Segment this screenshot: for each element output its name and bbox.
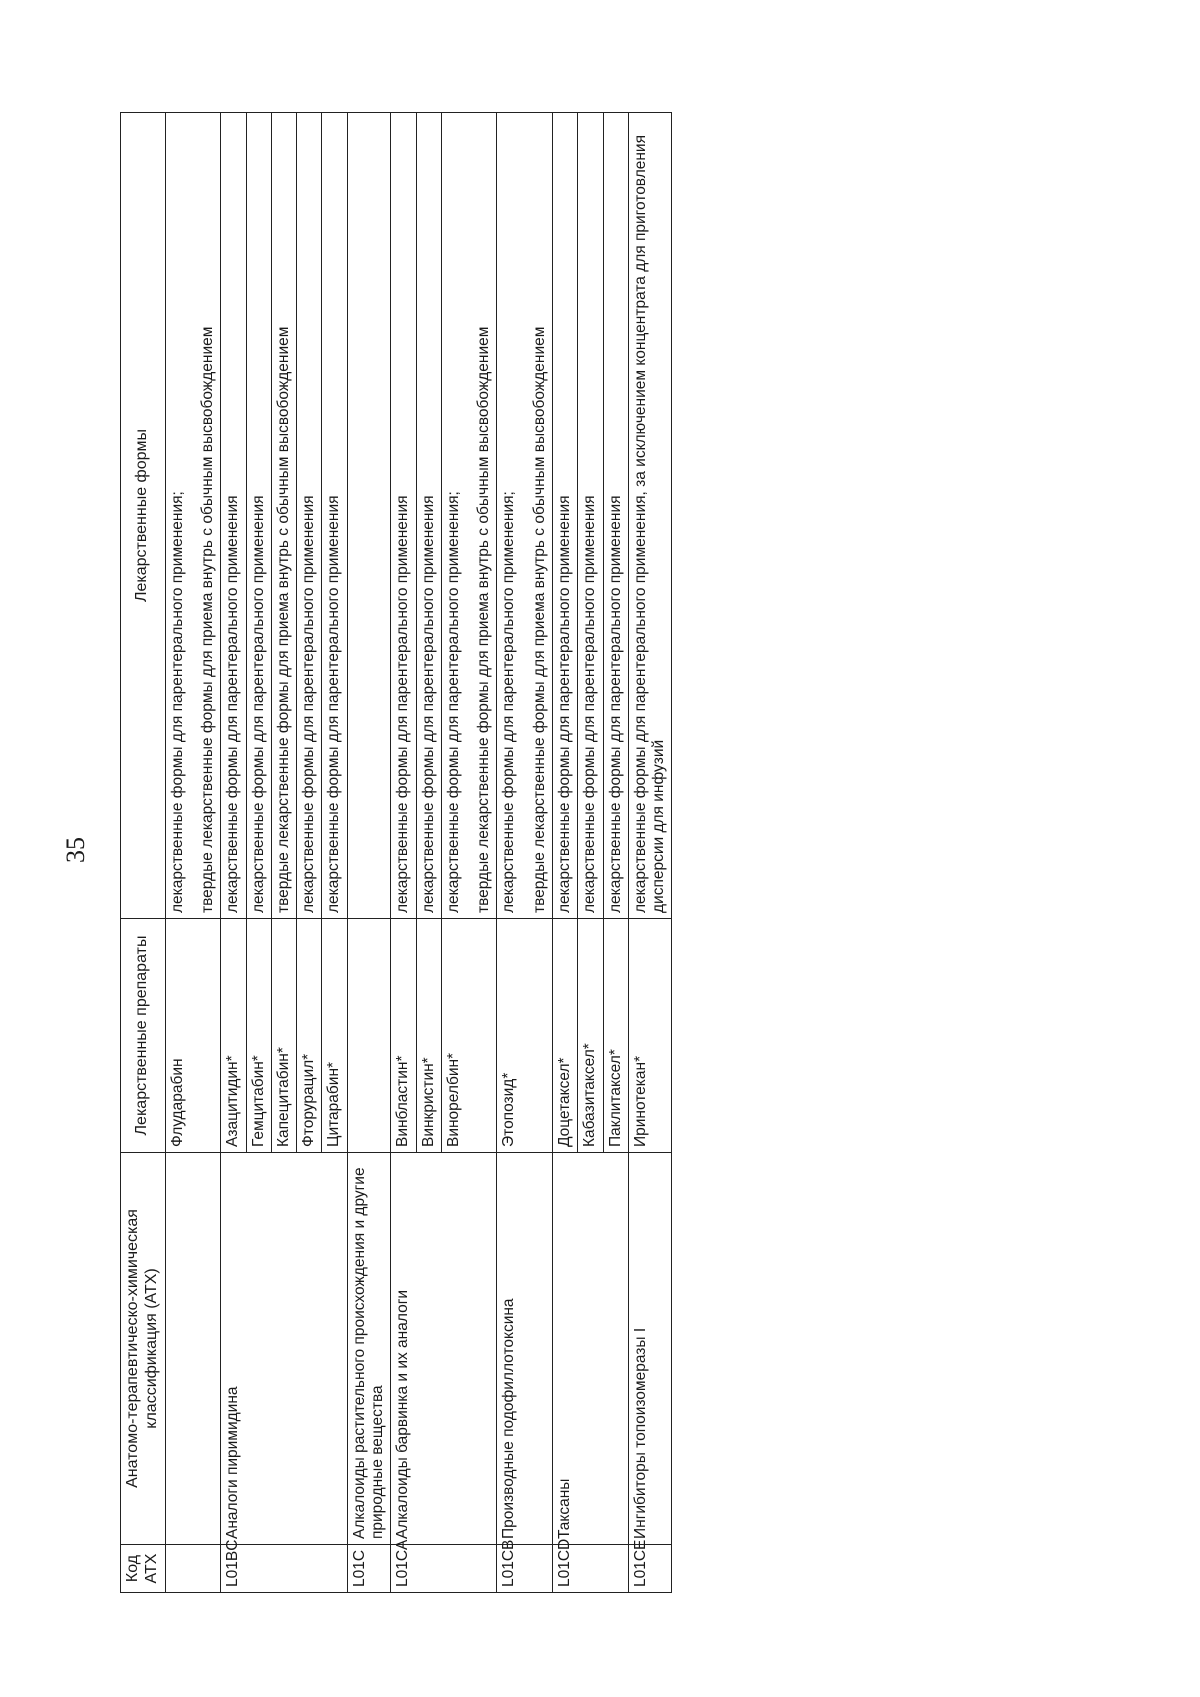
cell-forms	[552, 113, 577, 919]
form-text: лекарственные формы для парентерального применения;	[500, 491, 518, 913]
cell-code: L01CA	[391, 1545, 497, 1593]
cell-code: L01CE	[628, 1545, 672, 1593]
table-row	[221, 113, 246, 1593]
cell-drug: Винкристин*	[416, 919, 441, 1153]
cell-forms	[322, 113, 347, 919]
cell-forms	[297, 113, 322, 919]
header-code: Код АТХ	[121, 1545, 166, 1593]
cell-code: L01BC	[221, 1545, 347, 1593]
cell-drug: Азацитидин*	[221, 919, 246, 1153]
form-text: твердые лекарственные формы для приема внутрь с обычным высвобождением	[199, 326, 217, 913]
form-text: лекарственные формы для парентерального применения;	[168, 491, 186, 913]
table-row	[391, 113, 416, 1593]
form-text: лекарственные формы для парентерального применения	[325, 495, 343, 913]
cell-forms	[347, 113, 391, 919]
table-row	[347, 113, 391, 1593]
cell-classification: Ингибиторы топоизомеразы I	[628, 1153, 672, 1545]
cell-code	[165, 1545, 221, 1593]
cell-drug: Винбластин*	[391, 919, 416, 1153]
form-text: лекарственные формы для парентерального применения, за исключением концентрата для приготовления дисперсии для инфузий	[631, 135, 668, 913]
header-drugs: Лекарственные препараты	[121, 919, 166, 1153]
form-text: лекарственные формы для парентерального применения	[419, 495, 437, 913]
cell-code: L01CB	[497, 1545, 553, 1593]
form-text: лекарственные формы для парентерального применения	[300, 495, 318, 913]
form-text: твердые лекарственные формы для приема внутрь с обычным высвобождением	[475, 326, 493, 913]
atc-table	[120, 112, 672, 1593]
form-text: лекарственные формы для парентерального применения	[606, 495, 624, 913]
form-text: лекарственные формы для парентерального применения;	[444, 491, 462, 913]
table-row	[497, 113, 553, 1593]
cell-drug: Доцетаксел*	[552, 919, 577, 1153]
cell-drug: Капецитабин*	[271, 919, 296, 1153]
header-forms: Лекарственные формы	[121, 113, 166, 919]
cell-classification: Алкалоиды растительного происхождения и другие природные вещества	[347, 1153, 391, 1545]
cell-classification: Аналоги пиримидина	[221, 1153, 347, 1545]
rotated-table-container	[120, 113, 1060, 1593]
page-number: 35	[61, 837, 90, 863]
table-row	[165, 113, 221, 1593]
cell-drug: Иринотекан*	[628, 919, 672, 1153]
cell-forms	[391, 113, 416, 919]
form-text: лекарственные формы для парентерального применения	[224, 495, 242, 913]
cell-classification: Производные подофиллотоксина	[497, 1153, 553, 1545]
cell-drug: Винорелбин*	[441, 919, 497, 1153]
cell-classification: Таксаны	[552, 1153, 628, 1545]
cell-forms	[246, 113, 271, 919]
form-text: лекарственные формы для парентерального применения	[249, 495, 267, 913]
cell-drug: Паклитаксел*	[603, 919, 628, 1153]
table-row	[552, 113, 577, 1593]
cell-forms	[271, 113, 296, 919]
cell-forms	[628, 113, 672, 919]
form-text: твердые лекарственные формы для приема внутрь с обычным высвобождением	[530, 326, 548, 913]
cell-drug: Гемцитабин*	[246, 919, 271, 1153]
cell-drug: Этопозид*	[497, 919, 553, 1153]
form-text: твердые лекарственные формы для приема внутрь с обычным высвобождением	[274, 326, 292, 913]
cell-classification: Алкалоиды барвинка и их аналоги	[391, 1153, 497, 1545]
cell-forms	[497, 113, 553, 919]
cell-drug: Цитарабин*	[322, 919, 347, 1153]
cell-drug: Фторурацил*	[297, 919, 322, 1153]
cell-forms	[165, 113, 221, 919]
cell-code: L01CD	[552, 1545, 628, 1593]
header-classification: Анатомо-терапевтическо-химическая классификация (АТХ)	[121, 1153, 166, 1545]
form-text: лекарственные формы для парентерального применения	[555, 495, 573, 913]
form-text: лекарственные формы для парентерального применения	[394, 495, 412, 913]
cell-forms	[441, 113, 497, 919]
form-text: лекарственные формы для парентерального применения	[581, 495, 599, 913]
cell-drug	[347, 919, 391, 1153]
table-header-row	[121, 113, 166, 1593]
cell-drug: Кабазитаксел*	[578, 919, 603, 1153]
cell-drug: Флударабин	[165, 919, 221, 1153]
cell-classification	[165, 1153, 221, 1545]
cell-forms	[221, 113, 246, 919]
cell-code: L01C	[347, 1545, 391, 1593]
cell-forms	[578, 113, 603, 919]
cell-forms	[416, 113, 441, 919]
cell-forms	[603, 113, 628, 919]
table-row	[628, 113, 672, 1593]
